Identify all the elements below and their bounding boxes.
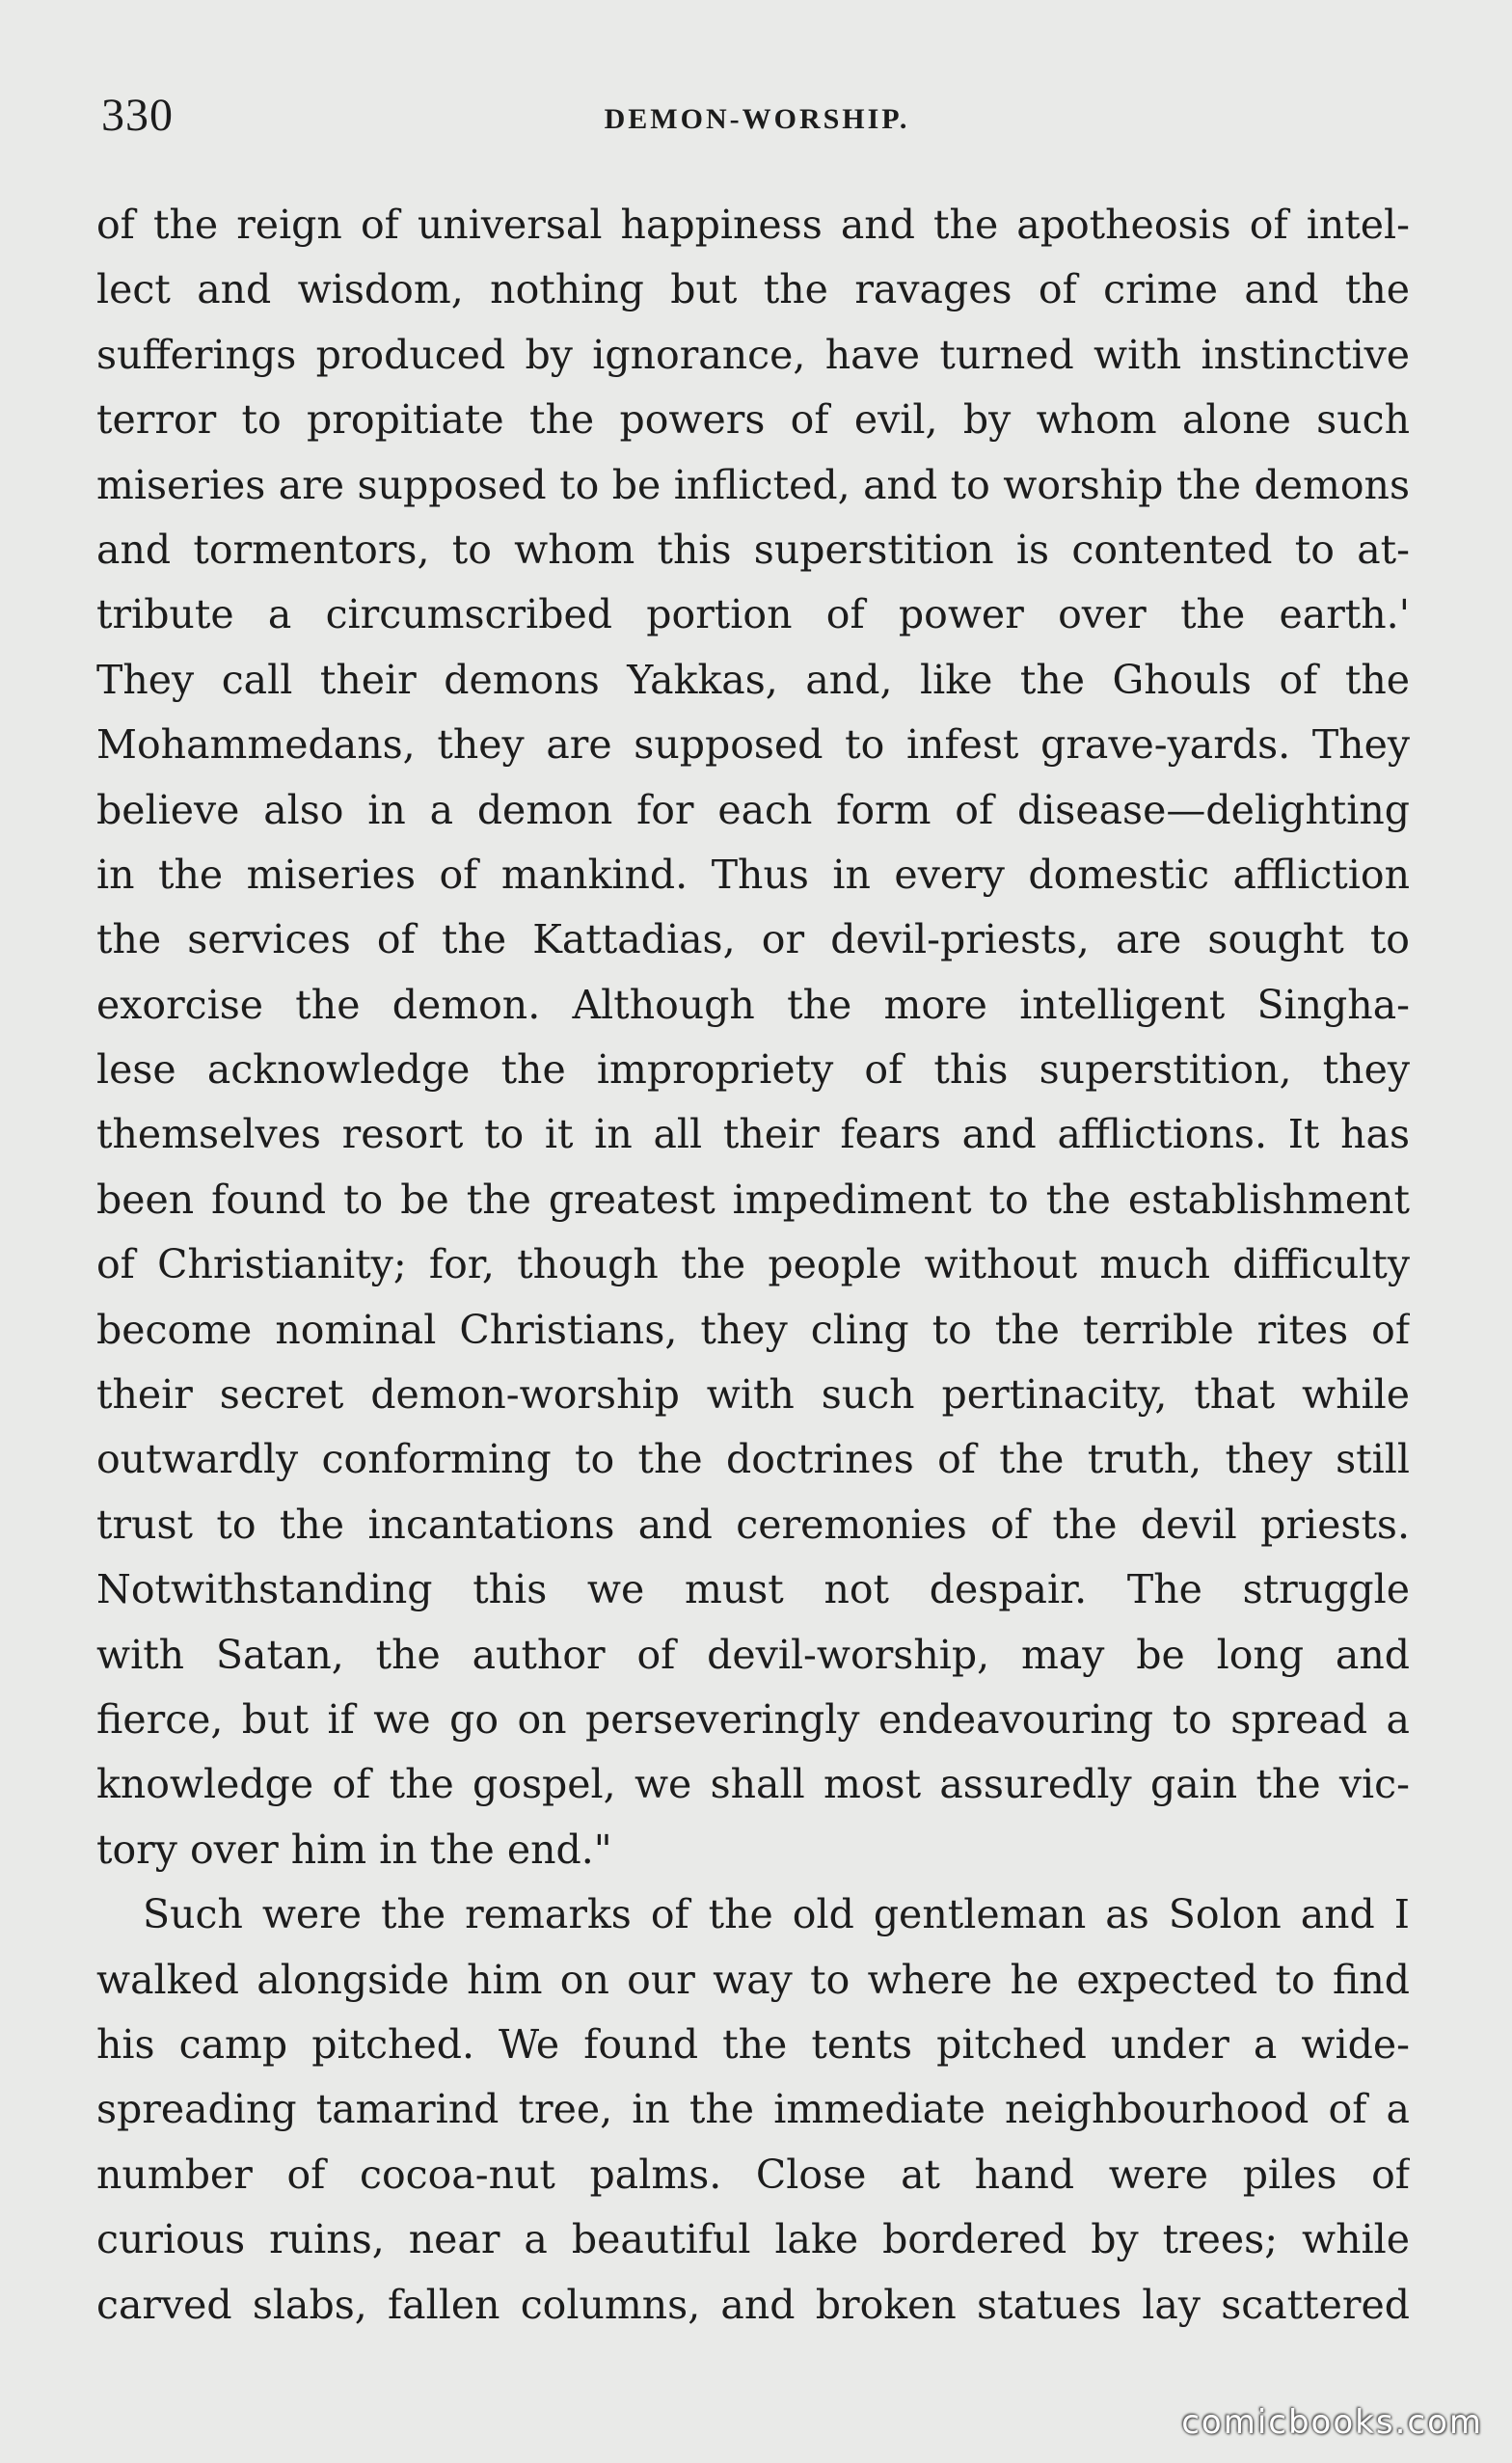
text-line: spreading tamarind tree, in the immediate neighbourhood of a [96, 2086, 1410, 2133]
text-line: carved slabs, fallen columns, and broken statues lay scattered [96, 2281, 1410, 2328]
text-line: Such were the remarks of the old gentleman as Solon and I [143, 1891, 1410, 1938]
text-line: their secret demon-worship with such pertinacity, that while [96, 1371, 1410, 1419]
body-text [96, 193, 1410, 2338]
watermark: comicbooks.com [1181, 2403, 1483, 2442]
text-line: Notwithstanding this we must not despair. The struggle [96, 1566, 1410, 1613]
text-line: sufferings produced by ignorance, have turned with instinctive [96, 331, 1410, 378]
text-line: trust to the incantations and ceremonies of the devil priests. [96, 1501, 1410, 1548]
text-line: They call their demons Yakkas, and, like the Ghouls of the [96, 656, 1410, 703]
text-line: the services of the Kattadias, or devil-priests, are sought to [96, 916, 1410, 963]
text-line: curious ruins, near a beautiful lake bordered by trees; while [96, 2216, 1410, 2263]
page-header [101, 89, 1413, 156]
text-line: outwardly conforming to the doctrines of the truth, they still [96, 1436, 1410, 1483]
text-line: lect and wisdom, nothing but the ravages of crime and the [96, 266, 1410, 313]
text-line: number of cocoa-nut palms. Close at hand were piles of [96, 2151, 1410, 2198]
running-head: DEMON-WORSHIP. [604, 103, 910, 135]
text-line: lese acknowledge the impropriety of this superstition, they [96, 1046, 1410, 1094]
text-line: terror to propitiate the powers of evil, by whom alone such [96, 396, 1410, 444]
text-line: become nominal Christians, they cling to the terrible rites of [96, 1306, 1410, 1353]
text-line: fierce, but if we go on perseveringly endeavouring to spread a [96, 1695, 1410, 1743]
text-line: and tormentors, to whom this superstition is contented to at- [96, 526, 1410, 573]
text-line: been found to be the greatest impediment to the establishment [96, 1176, 1410, 1223]
text-line: with Satan, the author of devil-worship, may be long and [96, 1631, 1410, 1678]
text-line: his camp pitched. We found the tents pitched under a wide- [96, 2020, 1410, 2068]
page-number: 330 [101, 90, 174, 141]
text-line: tribute a circumscribed portion of power over the earth.' [96, 591, 1410, 638]
text-line: knowledge of the gospel, we shall most assuredly gain the vic- [96, 1761, 1410, 1808]
text-line: themselves resort to it in all their fears and afflictions. It has [96, 1111, 1410, 1158]
text-line: tory over him in the end." [96, 1826, 612, 1873]
text-line: Mohammedans, they are supposed to infest grave-yards. They [96, 721, 1410, 769]
text-line: of the reign of universal happiness and the apotheosis of intel- [96, 202, 1410, 248]
text-line: miseries are supposed to be inflicted, and to worship the demons [96, 461, 1410, 508]
text-line: of Christianity; for, though the people without much difficulty [96, 1241, 1410, 1288]
text-line: exorcise the demon. Although the more intelligent Singha- [96, 981, 1410, 1028]
text-line: believe also in a demon for each form of disease—delighting [96, 786, 1410, 833]
text-line: in the miseries of mankind. Thus in every domestic affliction [96, 851, 1410, 898]
text-line: walked alongside him on our way to where he expected to find [96, 1956, 1410, 2003]
